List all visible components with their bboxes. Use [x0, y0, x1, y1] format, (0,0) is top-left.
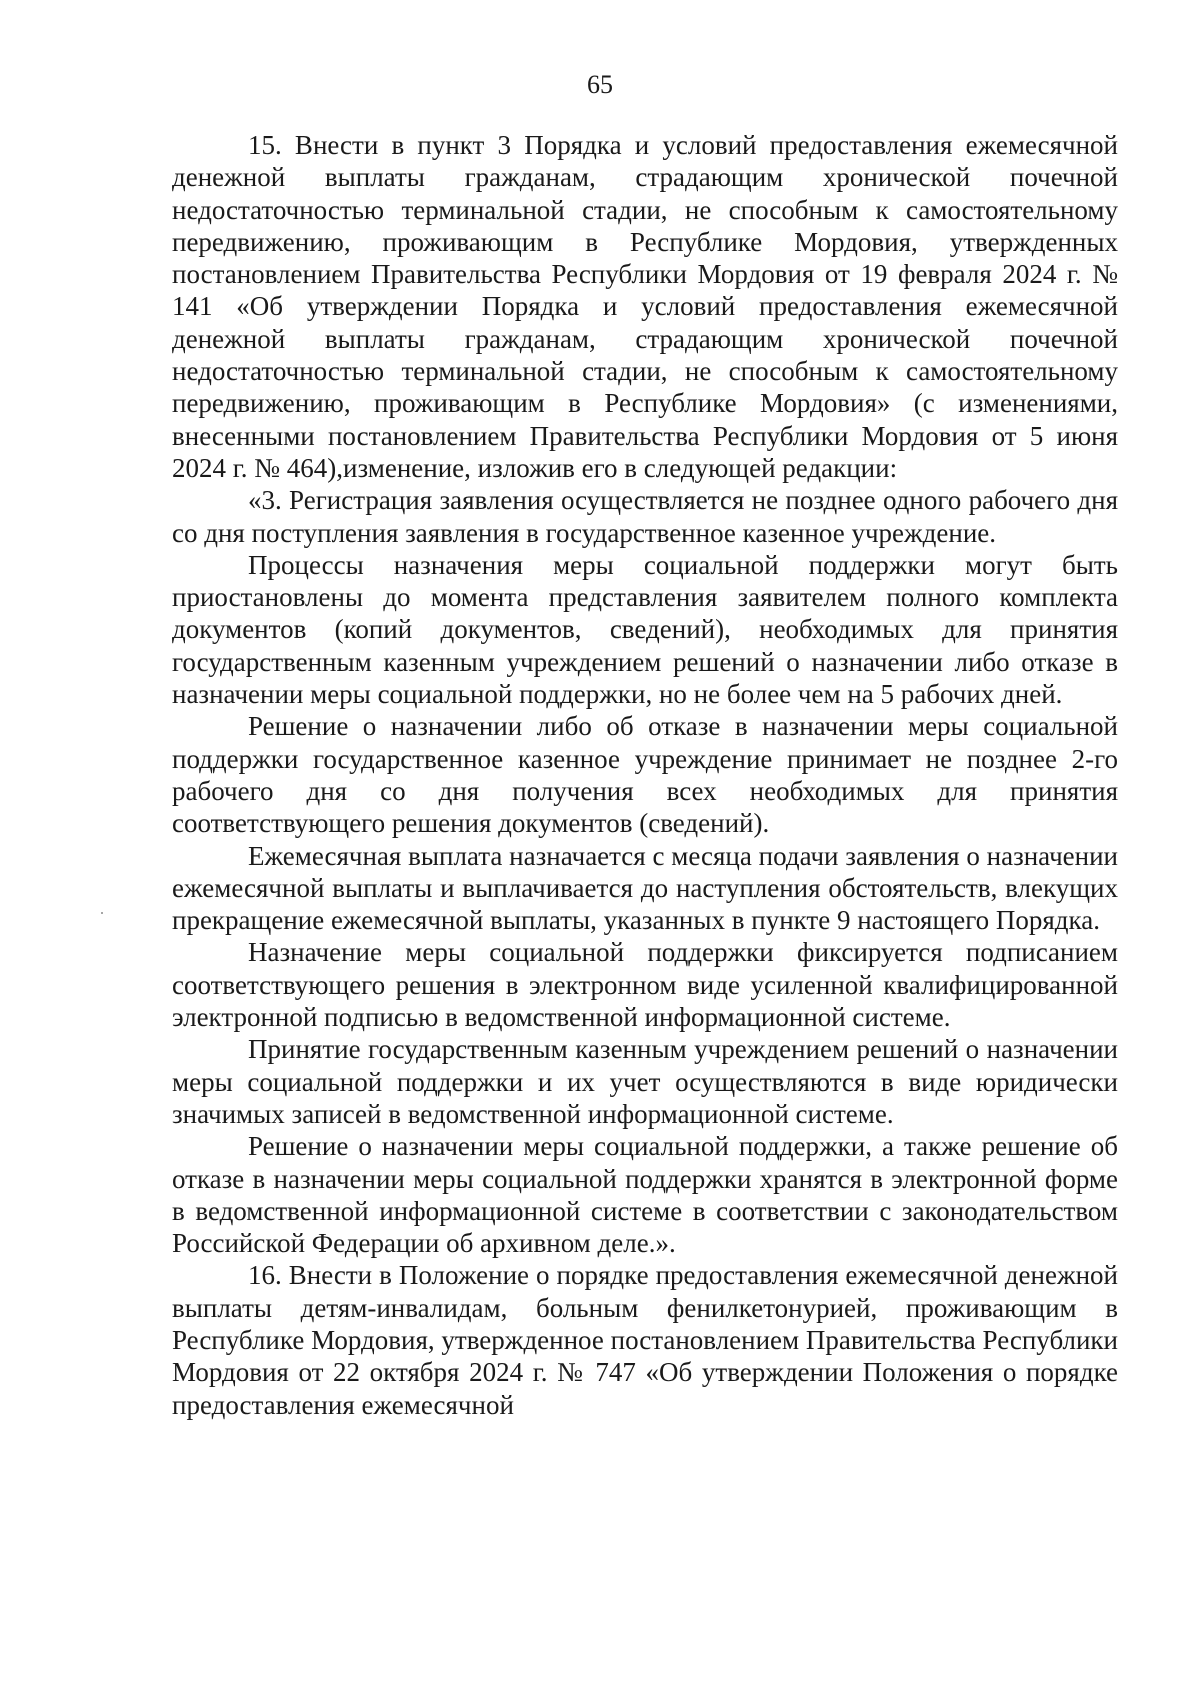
paragraph-legal-records: Принятие государственным казенным учреждением решений о назначении меры социальной поддержки и их учет осуществляются в виде юридически значимых записей в ведомственной информационной системе. [172, 1034, 1118, 1129]
paragraph-item-15: 15. Внести в пункт 3 Порядка и условий предоставления ежемесячной денежной выплаты гражданам, страдающим хронической почечной недостаточностью терминальной стадии, не способным к самостоятельному передвижению, проживающим в Республике Мордовия, утвержденных постановлением Правительства Республики Мордовия от 19 февраля 2024 г. № 141 «Об утверждении Порядка и условий предоставления ежемесячной денежной выплаты гражданам, страдающим хронической почечной недостаточностью терминальной стадии, не способным к самостоятельному передвижению, проживающим в Республике Мордовия» (с изменениями, внесенными постановлением Правительства Республики Мордовия от 5 июня 2024 г. № 464),изменение, изложив его в следующей редакции: [172, 130, 1118, 483]
paragraph-registration: «3. Регистрация заявления осуществляется не позднее одного рабочего дня со дня поступления заявления в государственное казенное учреждение. [172, 485, 1118, 548]
scan-speck [101, 912, 103, 914]
paragraph-electronic-signature: Назначение меры социальной поддержки фиксируется подписанием соответствующего решения в электронном виде усиленной квалифицированной электронной подписью в ведомственной информационной системе. [172, 937, 1118, 1033]
paragraph-item-16: 16. Внести в Положение о порядке предоставления ежемесячной денежной выплаты детям-инвалидам, больным фенилкетонурией, проживающим в Республике Мордовия, утвержденное постановлением Правительства Республики Мордовия от 22 октября 2024 г. № 747 «Об утверждении Положения о порядке предоставления ежемесячной [172, 1260, 1118, 1420]
paragraph-decision: Решение о назначении либо об отказе в назначении меры социальной поддержки государственное казенное учреждение принимает не позднее 2-го рабочего дня со дня получения всех необходимых для принятия соответствующего решения документов (сведений). [172, 711, 1118, 839]
paragraph-archive-storage: Решение о назначении меры социальной поддержки, а также решение об отказе в назначении меры социальной поддержки хранятся в электронной форме в ведомственной информационной системе в соответствии с законодательством Российской Федерации об архивном деле.». [172, 1131, 1118, 1259]
paragraph-monthly-payment: Ежемесячная выплата назначается с месяца подачи заявления о назначении ежемесячной выплаты и выплачивается до наступления обстоятельств, влекущих прекращение ежемесячной выплаты, указанных в пункте 9 настоящего Порядка. [172, 840, 1118, 936]
paragraph-suspension: Процессы назначения меры социальной поддержки могут быть приостановлены до момента представления заявителем полного комплекта документов (копий документов, сведений), необходимых для принятия государственным казенным учреждением решений о назначении либо отказе в назначении меры социальной поддержки, но не более чем на 5 рабочих дней. [172, 549, 1118, 710]
page-number: 65 [587, 70, 613, 99]
document-body [172, 129, 1118, 1421]
